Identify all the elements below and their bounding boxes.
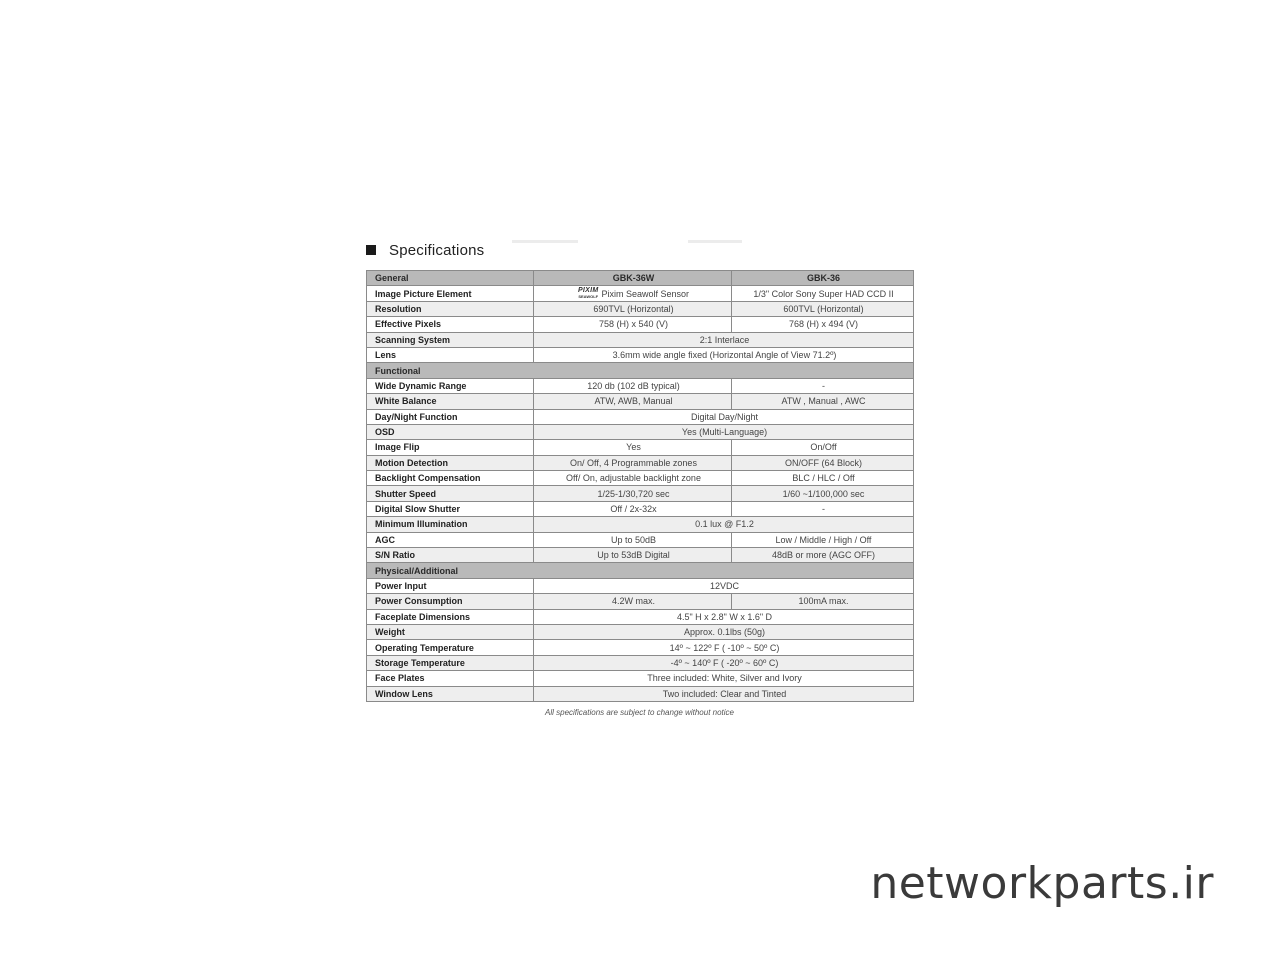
table-row (367, 317, 914, 332)
table-row (367, 655, 914, 670)
spec-label: Face Plates (367, 671, 534, 686)
spec-value-gbk-36: 768 (H) x 494 (V) (732, 317, 914, 332)
header-general: General (367, 271, 534, 286)
spec-value-gbk-36: On/Off (732, 440, 914, 455)
spec-value-gbk-36w: 1/25-1/30,720 sec (534, 486, 732, 501)
spec-label: Wide Dynamic Range (367, 378, 534, 393)
table-header-row (367, 271, 914, 286)
spec-label: Operating Temperature (367, 640, 534, 655)
spec-label: Scanning System (367, 332, 534, 347)
table-row (367, 578, 914, 593)
spec-label: Lens (367, 347, 534, 362)
table-row (367, 624, 914, 639)
decorative-divider (688, 240, 742, 243)
table-row (367, 486, 914, 501)
spec-value-gbk-36: Low / Middle / High / Off (732, 532, 914, 547)
table-row (367, 548, 914, 563)
specifications-table (366, 270, 914, 702)
table-row (367, 378, 914, 393)
spec-label: Day/Night Function (367, 409, 534, 424)
table-row (367, 517, 914, 532)
spec-value-shared: Digital Day/Night (534, 409, 914, 424)
page-title: Specifications (389, 241, 485, 259)
table-row (367, 424, 914, 439)
spec-value-gbk-36w: Up to 50dB (534, 532, 732, 547)
section-header-row (367, 363, 914, 378)
spec-label: Power Input (367, 578, 534, 593)
table-row (367, 671, 914, 686)
spec-value-gbk-36: 600TVL (Horizontal) (732, 301, 914, 316)
spec-label: Power Consumption (367, 594, 534, 609)
spec-value-gbk-36: 1/60 ~1/100,000 sec (732, 486, 914, 501)
spec-value-shared: 0.1 lux @ F1.2 (534, 517, 914, 532)
spec-label: White Balance (367, 394, 534, 409)
spec-value-gbk-36: 48dB or more (AGC OFF) (732, 548, 914, 563)
spec-label: Motion Detection (367, 455, 534, 470)
table-row (367, 440, 914, 455)
spec-label: AGC (367, 532, 534, 547)
spec-value-gbk-36w: 120 db (102 dB typical) (534, 378, 732, 393)
spec-label: Digital Slow Shutter (367, 501, 534, 516)
table-row (367, 409, 914, 424)
spec-label: Faceplate Dimensions (367, 609, 534, 624)
spec-value-gbk-36: ON/OFF (64 Block) (732, 455, 914, 470)
section-heading (366, 240, 484, 260)
spec-value-shared: 4.5" H x 2.8" W x 1.6" D (534, 609, 914, 624)
spec-value-shared: 14º ~ 122º F ( -10º ~ 50º C) (534, 640, 914, 655)
watermark: networkparts.ir (870, 858, 1214, 909)
table-row (367, 332, 914, 347)
table-row (367, 532, 914, 547)
spec-value-gbk-36w: Off/ On, adjustable backlight zone (534, 471, 732, 486)
table-row (367, 286, 914, 301)
table-row (367, 501, 914, 516)
table-row (367, 301, 914, 316)
bullet-square-icon (366, 245, 376, 255)
spec-label: Weight (367, 624, 534, 639)
spec-value-gbk-36w: 4.2W max. (534, 594, 732, 609)
disclaimer-note: All specifications are subject to change without notice (545, 708, 734, 717)
spec-label: Backlight Compensation (367, 471, 534, 486)
table-row (367, 686, 914, 701)
decorative-divider (512, 240, 578, 243)
spec-label: Effective Pixels (367, 317, 534, 332)
spec-label: Shutter Speed (367, 486, 534, 501)
spec-value-gbk-36w (534, 286, 732, 301)
table-row (367, 347, 914, 362)
spec-label: Storage Temperature (367, 655, 534, 670)
pixim-logo-icon (578, 288, 599, 300)
spec-value-shared: Yes (Multi-Language) (534, 424, 914, 439)
spec-label: Image Picture Element (367, 286, 534, 301)
spec-value-gbk-36w: Off / 2x-32x (534, 501, 732, 516)
table-row (367, 471, 914, 486)
table-row (367, 609, 914, 624)
spec-label: Resolution (367, 301, 534, 316)
spec-value-gbk-36w: Yes (534, 440, 732, 455)
spec-value-gbk-36: BLC / HLC / Off (732, 471, 914, 486)
spec-value-gbk-36w: Up to 53dB Digital (534, 548, 732, 563)
spec-value-gbk-36: 1/3" Color Sony Super HAD CCD II (732, 286, 914, 301)
table-row (367, 394, 914, 409)
spec-value-gbk-36w: On/ Off, 4 Programmable zones (534, 455, 732, 470)
spec-value-shared: 3.6mm wide angle fixed (Horizontal Angle of View 71.2º) (534, 347, 914, 362)
spec-value-shared: 2:1 Interlace (534, 332, 914, 347)
table-row (367, 455, 914, 470)
spec-value-shared: -4º ~ 140º F ( -20º ~ 60º C) (534, 655, 914, 670)
spec-label: Image Flip (367, 440, 534, 455)
section-header-row (367, 563, 914, 578)
spec-value-shared: Three included: White, Silver and Ivory (534, 671, 914, 686)
section-title: Physical/Additional (367, 563, 914, 578)
spec-label: Window Lens (367, 686, 534, 701)
logo-brand-text: PIXIM (577, 287, 599, 295)
spec-value-gbk-36w: 690TVL (Horizontal) (534, 301, 732, 316)
spec-value-gbk-36w: ATW, AWB, Manual (534, 394, 732, 409)
spec-value-gbk-36w: 758 (H) x 540 (V) (534, 317, 732, 332)
table-row (367, 640, 914, 655)
spec-value-gbk-36: - (732, 378, 914, 393)
table-row (367, 594, 914, 609)
spec-label: OSD (367, 424, 534, 439)
header-model-gbk-36w: GBK-36W (534, 271, 732, 286)
section-title: Functional (367, 363, 914, 378)
spec-label: S/N Ratio (367, 548, 534, 563)
spec-value-shared: 12VDC (534, 578, 914, 593)
spec-value-gbk-36: ATW , Manual , AWC (732, 394, 914, 409)
spec-value-gbk-36: 100mA max. (732, 594, 914, 609)
spec-value-gbk-36: - (732, 501, 914, 516)
spec-value-shared: Two included: Clear and Tinted (534, 686, 914, 701)
header-model-gbk-36: GBK-36 (732, 271, 914, 286)
logo-sub-text: SEAWOLF (578, 294, 599, 300)
spec-value-shared: Approx. 0.1lbs (50g) (534, 624, 914, 639)
spec-value-text: Pixim Seawolf Sensor (601, 288, 690, 299)
spec-label: Minimum Illumination (367, 517, 534, 532)
